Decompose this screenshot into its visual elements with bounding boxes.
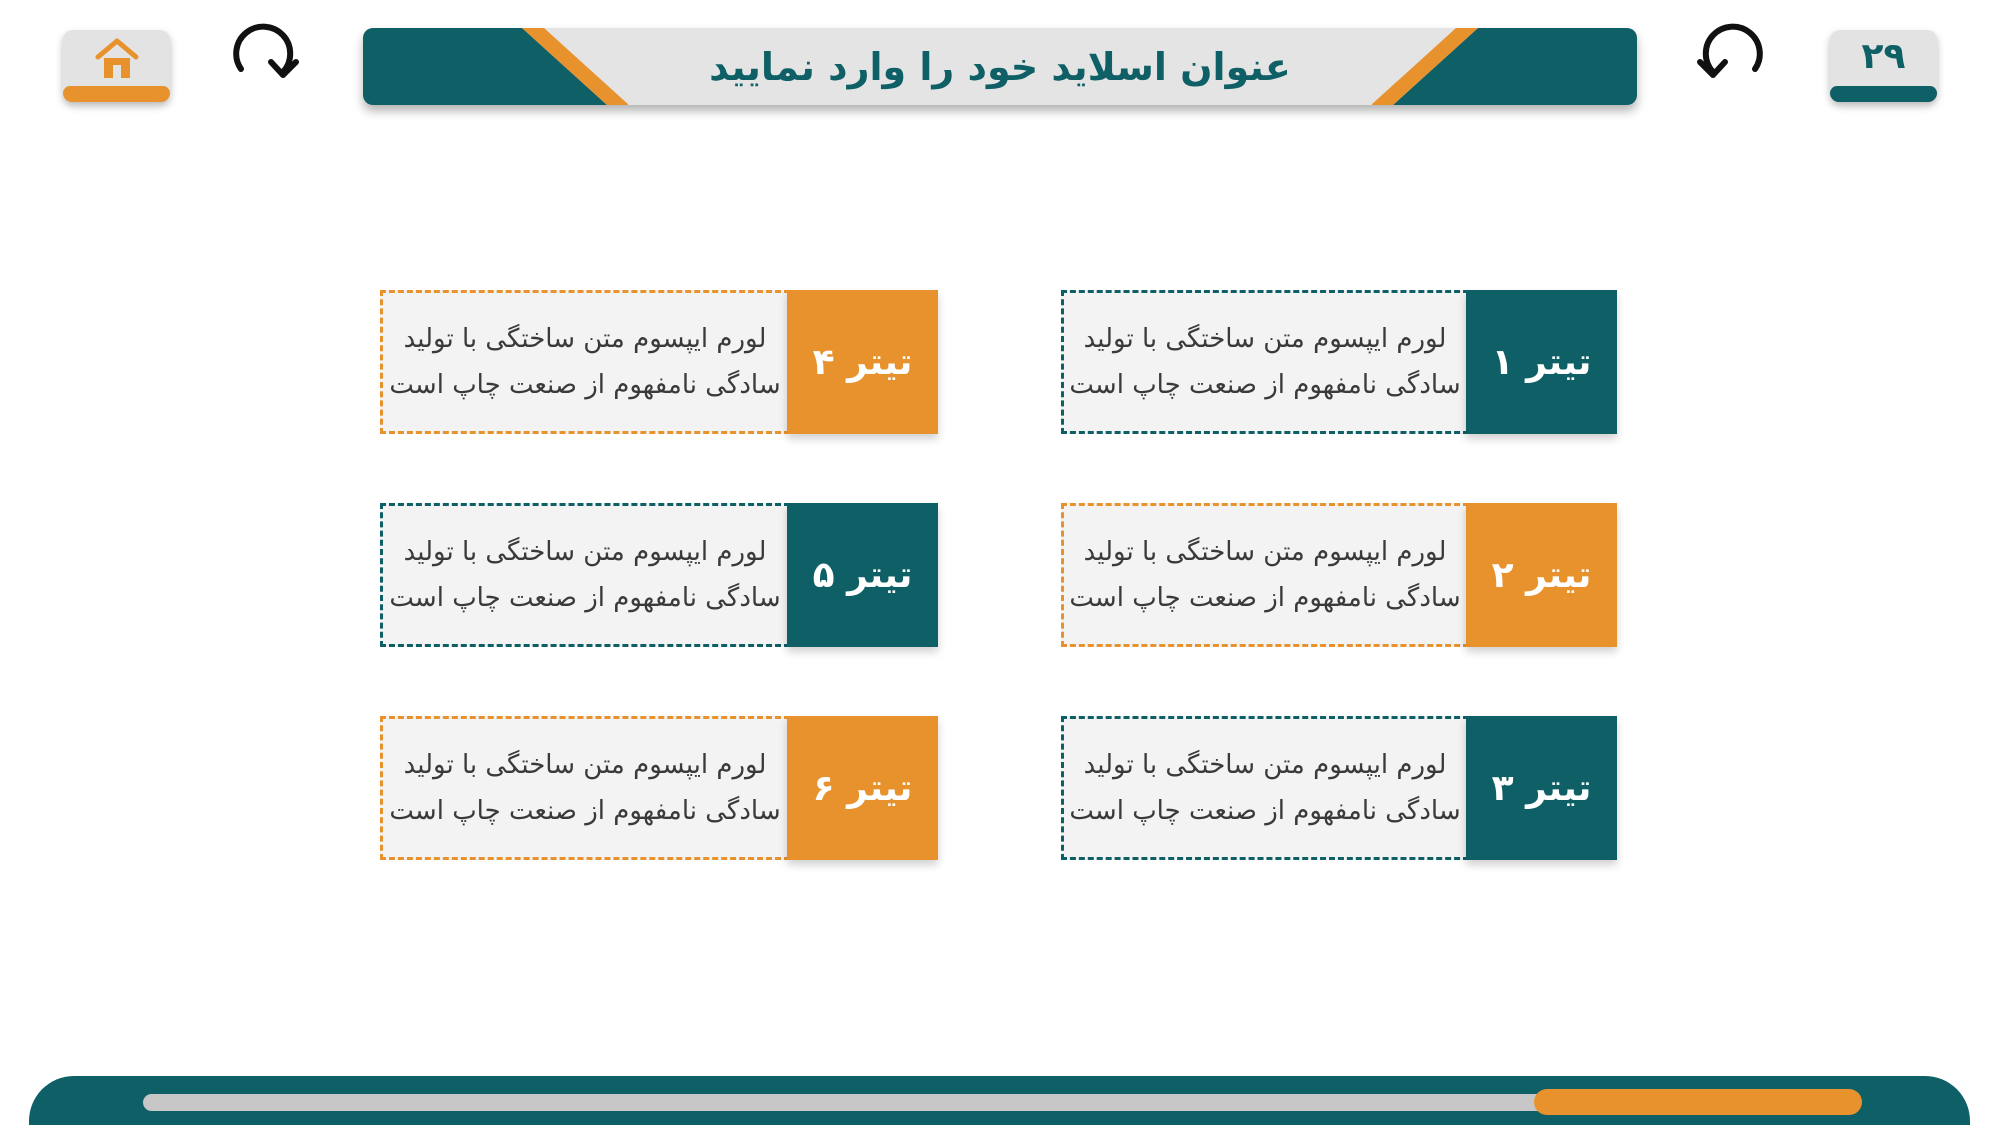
info-box-5 (380, 503, 938, 647)
info-box-6-body (380, 716, 790, 860)
slide-title: عنوان اسلاید خود را وارد نمایید (709, 44, 1291, 89)
body-line: سادگی نامفهوم از صنعت چاپ است (389, 583, 781, 613)
body-line: لورم ایپسوم متن ساختگی با تولید (1083, 750, 1447, 780)
progress-fill (1534, 1089, 1862, 1115)
info-box-5-body (380, 503, 790, 647)
redo-arrow-icon (224, 22, 308, 88)
home-button[interactable] (63, 30, 170, 102)
info-box-4-body (380, 290, 790, 434)
info-box-6 (380, 716, 938, 860)
home-button-underline (63, 86, 170, 102)
title-banner (363, 28, 1637, 105)
page-badge-underline (1830, 86, 1937, 102)
body-line: سادگی نامفهوم از صنعت چاپ است (1069, 370, 1461, 400)
undo-button[interactable] (1688, 22, 1772, 88)
info-box-2 (1061, 503, 1617, 647)
body-line: لورم ایپسوم متن ساختگی با تولید (403, 537, 767, 567)
info-box-3 (1061, 716, 1617, 860)
info-box-3-body (1061, 716, 1469, 860)
info-box-1-title: تیتر ۱ (1466, 290, 1617, 434)
info-box-2-body (1061, 503, 1469, 647)
info-box-1 (1061, 290, 1617, 434)
redo-button[interactable] (224, 22, 308, 88)
page-number-badge (1830, 30, 1937, 102)
column-right (1061, 290, 1617, 929)
body-line: لورم ایپسوم متن ساختگی با تولید (1083, 324, 1447, 354)
body-line: سادگی نامفهوم از صنعت چاپ است (389, 370, 781, 400)
home-icon (92, 36, 142, 82)
body-line: لورم ایپسوم متن ساختگی با تولید (403, 750, 767, 780)
progress-bar (29, 1076, 1970, 1125)
info-box-4 (380, 290, 938, 434)
body-line: لورم ایپسوم متن ساختگی با تولید (403, 324, 767, 354)
info-box-5-title: تیتر ۵ (787, 503, 938, 647)
info-box-3-title: تیتر ۳ (1466, 716, 1617, 860)
page-number: ۲۹ (1861, 36, 1906, 77)
undo-arrow-icon (1688, 22, 1772, 88)
info-box-6-title: تیتر ۶ (787, 716, 938, 860)
info-box-2-title: تیتر ۲ (1466, 503, 1617, 647)
info-box-4-title: تیتر ۴ (787, 290, 938, 434)
body-line: سادگی نامفهوم از صنعت چاپ است (1069, 796, 1461, 826)
body-line: لورم ایپسوم متن ساختگی با تولید (1083, 537, 1447, 567)
body-line: سادگی نامفهوم از صنعت چاپ است (1069, 583, 1461, 613)
info-box-1-body (1061, 290, 1469, 434)
body-line: سادگی نامفهوم از صنعت چاپ است (389, 796, 781, 826)
column-left (380, 290, 938, 929)
